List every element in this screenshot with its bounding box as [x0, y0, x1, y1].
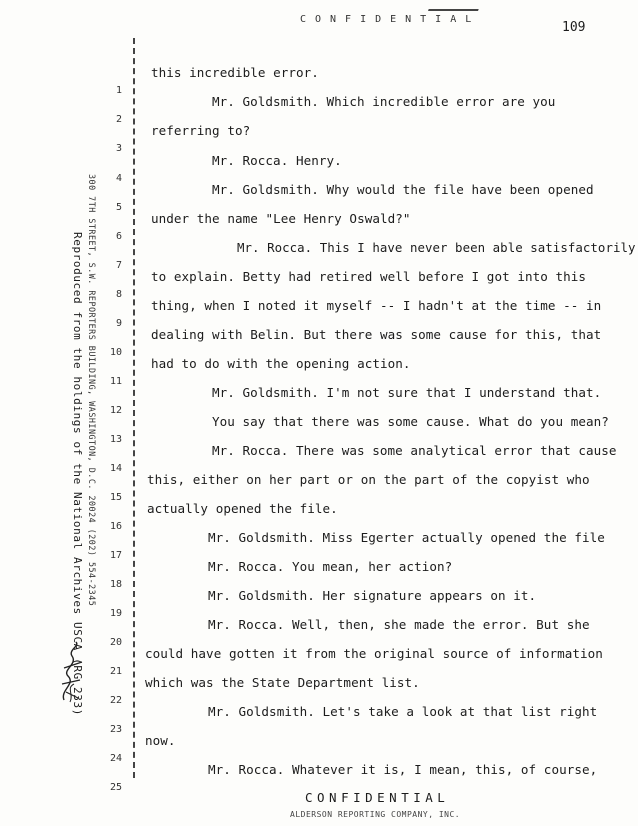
- top-scribble-mark: [428, 0, 482, 11]
- transcript-line: You say that there was some cause. What do you mean?: [212, 414, 609, 429]
- line-number: 16: [109, 521, 122, 532]
- line-number: 1: [115, 85, 122, 96]
- line-number: 10: [109, 347, 122, 358]
- line-number: 9: [115, 318, 122, 329]
- footer-company: ALDERSON REPORTING COMPANY, INC.: [290, 810, 461, 819]
- line-number: 11: [109, 376, 122, 387]
- street-address-stamp: 300 7TH STREET, S.W. REPORTERS BUILDING, WASHINGTON, D.C. 20024 (202) 554-2345: [87, 174, 97, 607]
- line-number: 5: [115, 202, 122, 213]
- line-number: 25: [109, 782, 122, 793]
- line-number: 15: [109, 492, 122, 503]
- transcript-line: Mr. Goldsmith. I'm not sure that I understand that.: [212, 385, 602, 400]
- line-number: 22: [109, 695, 122, 706]
- line-number: 21: [109, 666, 122, 677]
- transcript-line: Mr. Goldsmith. Let's take a look at that list right: [208, 704, 598, 719]
- line-number: 13: [109, 434, 122, 445]
- transcript-line: to explain. Betty had retired well before I got into this: [151, 269, 587, 284]
- line-number: 14: [109, 463, 122, 474]
- transcript-line: this incredible error.: [151, 65, 319, 80]
- transcript-line: Mr. Goldsmith. Her signature appears on it.: [208, 588, 537, 603]
- line-number: 23: [109, 724, 122, 735]
- footer-confidential: CONFIDENTIAL: [305, 790, 450, 805]
- transcript-line: dealing with Belin. But there was some cause for this, that: [151, 327, 602, 342]
- transcript-line: Mr. Rocca. Whatever it is, I mean, this, of course,: [208, 762, 598, 777]
- transcript-line: had to do with the opening action.: [151, 356, 411, 371]
- transcript-line: Mr. Goldsmith. Miss Egerter actually opened the file: [208, 530, 605, 545]
- line-number: 4: [115, 173, 122, 184]
- transcript-line: which was the State Department list.: [145, 675, 420, 690]
- transcript-line: Mr. Rocca. This I have never been able satisfactorily: [237, 240, 636, 255]
- page-number: 109: [562, 20, 586, 35]
- line-number: 12: [109, 405, 122, 416]
- initials-signature: [58, 640, 86, 706]
- transcript-line: Mr. Rocca. Well, then, she made the error. But she: [208, 617, 590, 632]
- line-number: 20: [109, 637, 122, 648]
- margin-rule: [133, 38, 135, 778]
- line-number: 17: [109, 550, 122, 561]
- line-number: 18: [109, 579, 122, 590]
- transcript-line: could have gotten it from the original source of information: [145, 646, 603, 661]
- line-number: 2: [115, 114, 122, 125]
- transcript-line: Mr. Rocca. Henry.: [212, 153, 342, 168]
- line-number: 6: [115, 231, 122, 242]
- transcript-line: Mr. Goldsmith. Which incredible error are you: [212, 94, 556, 109]
- line-number: 3: [115, 143, 122, 154]
- line-number: 19: [109, 608, 122, 619]
- transcript-line: Mr. Rocca. There was some analytical error that cause: [212, 443, 617, 458]
- transcript-line: under the name "Lee Henry Oswald?": [151, 211, 411, 226]
- archive-stamp: Reproduced from the holdings of the National Archives USCA (RG 233): [71, 232, 84, 716]
- line-number: 7: [115, 260, 122, 271]
- line-number: 8: [115, 289, 122, 300]
- transcript-line: thing, when I noted it myself -- I hadn't at the time -- in: [151, 298, 602, 313]
- header-confidential: CONFIDENTIAL: [300, 14, 481, 25]
- transcript-line: this, either on her part or on the part of the copyist who: [147, 472, 590, 487]
- transcript-line: actually opened the file.: [147, 501, 338, 516]
- line-number: 24: [109, 753, 122, 764]
- transcript-line: Mr. Rocca. You mean, her action?: [208, 559, 453, 574]
- transcript-line: Mr. Goldsmith. Why would the file have been opened: [212, 182, 594, 197]
- transcript-line: now.: [145, 733, 176, 748]
- transcript-line: referring to?: [151, 123, 251, 138]
